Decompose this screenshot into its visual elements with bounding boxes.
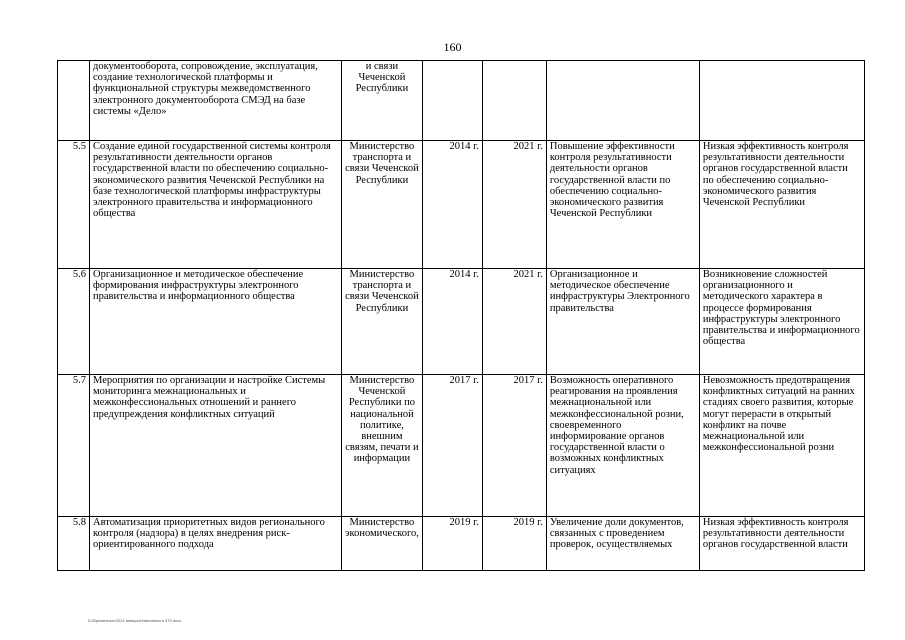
risk-cell: Возникновение сложностей организационного и методического характера в процессе формирования инфраструктуры электронного правительства и информационного общества — [699, 269, 864, 375]
table-row — [58, 61, 865, 141]
result-cell — [546, 61, 699, 141]
file-path-footer: D:\Временные\2021 январь\Изменения в 370.docx — [88, 618, 182, 623]
table-row — [58, 375, 865, 517]
page-number: 160 — [443, 40, 462, 54]
row-number: 5.8 — [58, 517, 90, 571]
activity-cell: Создание единой государственной системы контроля результативности деятельности органов государственной власти по обеспечению социально-экономического развития Чеченской Республики на базе технологической платформы инфраструктуры электронного правительства и информационного общества — [90, 141, 342, 269]
row-number: 5.7 — [58, 375, 90, 517]
ministry-cell: Министерство экономического, — [342, 517, 423, 571]
activity-cell: Мероприятия по организации и настройке Системы мониторинга межнациональных и межконфессиональных отношений и раннего предупреждения конфликтных ситуаций — [90, 375, 342, 517]
ministry-cell: Министерство транспорта и связи Чеченской Республики — [342, 141, 423, 269]
ministry-cell: Министерство Чеченской Республики по национальной политике, внешним связям, печати и информации — [342, 375, 423, 517]
risk-cell: Низкая эффективность контроля результативности деятельности органов государственной власти по обеспечению социально-экономического развития Чеченской Республики — [699, 141, 864, 269]
activity-cell: Организационное и методическое обеспечение формирования инфраструктуры электронного правительства и информационного общества — [90, 269, 342, 375]
start-year-cell: 2014 г. — [422, 269, 482, 375]
result-cell: Возможность оперативного реагирования на проявления межнациональной или межконфессиональной розни, своевременного информирование органов государственной власти о возможных конфликтных ситуациях — [546, 375, 699, 517]
start-year-cell: 2014 г. — [422, 141, 482, 269]
result-cell: Увеличение доли документов, связанных с проведением проверок, осуществляемых — [546, 517, 699, 571]
table-row — [58, 141, 865, 269]
activity-cell: документооборота, сопровождение, эксплуатация, создание технологической платформы и функциональной структуры межведомственного электронного документооборота СМЭД на базе системы «Дело» — [90, 61, 342, 141]
risk-cell: Низкая эффективность контроля результативности деятельности органов государственной власти — [699, 517, 864, 571]
result-cell: Организационное и методическое обеспечение инфраструктуры Электронного правительства — [546, 269, 699, 375]
end-year-cell: 2021 г. — [482, 141, 546, 269]
activities-table — [57, 60, 865, 571]
result-cell: Повышение эффективности контроля результативности деятельности органов государственной власти по обеспечению социально-экономического развития Чеченской Республики — [546, 141, 699, 269]
row-number — [58, 61, 90, 141]
row-number: 5.6 — [58, 269, 90, 375]
start-year-cell: 2017 г. — [422, 375, 482, 517]
row-number: 5.5 — [58, 141, 90, 269]
start-year-cell — [422, 61, 482, 141]
table-row — [58, 517, 865, 571]
end-year-cell: 2021 г. — [482, 269, 546, 375]
start-year-cell: 2019 г. — [422, 517, 482, 571]
end-year-cell — [482, 61, 546, 141]
risk-cell — [699, 61, 864, 141]
end-year-cell: 2019 г. — [482, 517, 546, 571]
end-year-cell: 2017 г. — [482, 375, 546, 517]
ministry-cell: и связи Чеченской Республики — [342, 61, 423, 141]
risk-cell: Невозможность предотвращения конфликтных ситуаций на ранних стадиях своего развития, которые могут перерасти в открытый конфликт на почве межнациональной или межконфессиональной розни — [699, 375, 864, 517]
activity-cell: Автоматизация приоритетных видов регионального контроля (надзора) в целях внедрения риск-ориентированного подхода — [90, 517, 342, 571]
ministry-cell: Министерство транспорта и связи Чеченской Республики — [342, 269, 423, 375]
table-row — [58, 269, 865, 375]
